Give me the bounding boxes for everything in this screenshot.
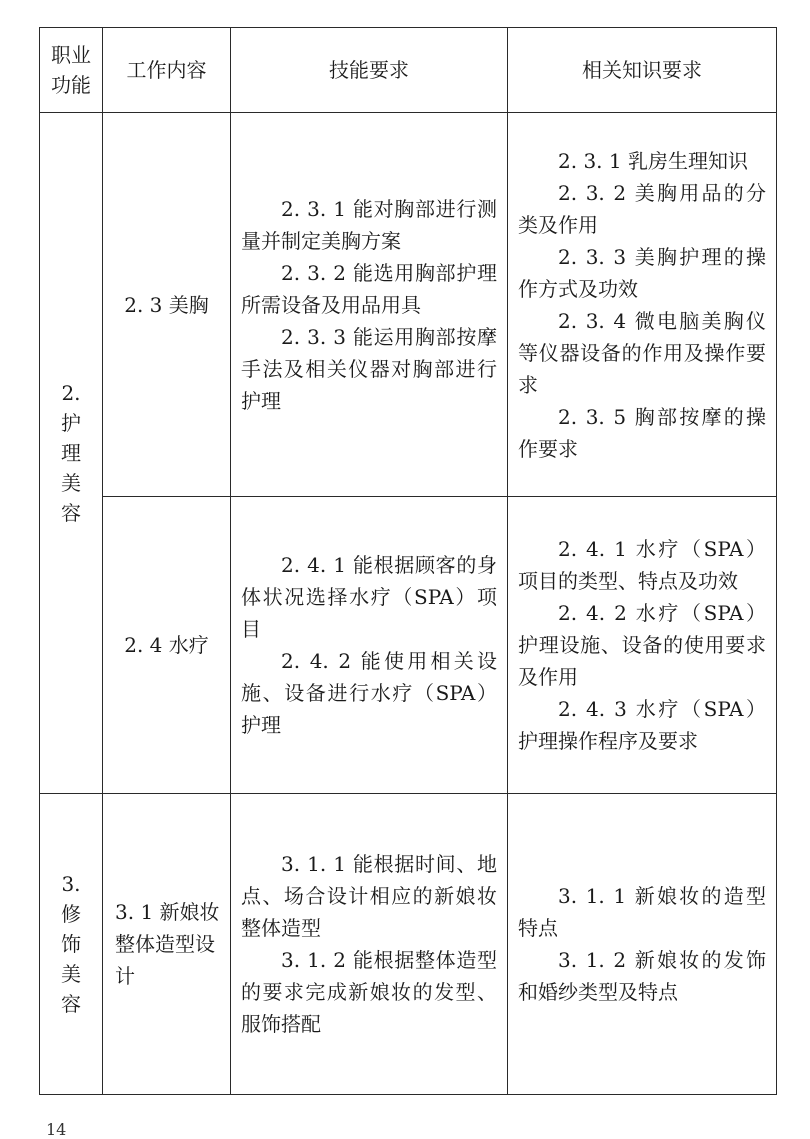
knowledge-item: 2. 3. 2 美胸用品的分类及作用 xyxy=(518,180,766,237)
knowledge-item: 2. 4. 3 水疗（SPA）护理操作程序及要求 xyxy=(518,697,766,753)
skill-item: 2. 4. 2 能使用相关设施、设备进行水疗（SPA）护理 xyxy=(241,649,497,737)
knowledge-item: 2. 3. 3 美胸护理的操作方式及功效 xyxy=(518,244,766,301)
skills-cell xyxy=(231,113,508,497)
table-header-row xyxy=(40,28,777,113)
work-content-cell: 2. 3 美胸 xyxy=(103,113,231,497)
skill-item: 2. 4. 1 能根据顾客的身体状况选择水疗（SPA）项目 xyxy=(241,553,497,641)
knowledge-cell xyxy=(508,794,777,1095)
skill-item: 2. 3. 2 能选用胸部护理所需设备及用品用具 xyxy=(241,260,497,317)
function-char: 容 xyxy=(61,992,81,1016)
function-char: 修 xyxy=(61,902,81,926)
knowledge-item: 3. 1. 1 新娘妆的造型特点 xyxy=(518,884,766,940)
header-knowledge-requirements: 相关知识要求 xyxy=(508,28,777,113)
table-row xyxy=(40,794,777,1095)
function-cell-grooming-beauty xyxy=(40,794,103,1095)
header-function-line1: 职业 xyxy=(51,43,91,67)
function-char: 理 xyxy=(61,441,81,465)
table-row xyxy=(40,113,777,497)
skill-item: 3. 1. 1 能根据时间、地点、场合设计相应的新娘妆整体造型 xyxy=(241,852,497,940)
page-number: 14 xyxy=(46,1120,67,1139)
knowledge-item: 2. 3. 4 微电脑美胸仪等仪器设备的作用及操作要求 xyxy=(518,308,766,397)
work-content-cell: 3. 1 新娘妆整体造型设计 xyxy=(103,794,231,1095)
standards-table xyxy=(39,27,777,1095)
function-char: 护 xyxy=(61,411,81,435)
knowledge-item: 2. 4. 2 水疗（SPA）护理设施、设备的使用要求及作用 xyxy=(518,601,766,689)
skill-item: 2. 3. 1 能对胸部进行测量并制定美胸方案 xyxy=(241,196,497,253)
knowledge-item: 2. 3. 1 乳房生理知识 xyxy=(558,148,748,173)
table-row xyxy=(40,497,777,794)
work-content-cell: 2. 4 水疗 xyxy=(103,497,231,794)
function-char: 容 xyxy=(61,501,81,525)
header-function-line2: 功能 xyxy=(51,73,91,97)
skills-cell xyxy=(231,497,508,794)
skill-item: 2. 3. 3 能运用胸部按摩手法及相关仪器对胸部进行护理 xyxy=(241,324,497,413)
function-char: 3. xyxy=(61,872,81,896)
knowledge-cell xyxy=(508,497,777,794)
header-work-content: 工作内容 xyxy=(103,28,231,113)
skill-item: 3. 1. 2 能根据整体造型的要求完成新娘妆的发型、服饰搭配 xyxy=(241,948,497,1036)
function-cell-nursing-beauty xyxy=(40,113,103,794)
knowledge-cell xyxy=(508,113,777,497)
function-char: 美 xyxy=(61,471,81,495)
skills-cell xyxy=(231,794,508,1095)
knowledge-item: 2. 4. 1 水疗（SPA）项目的类型、特点及功效 xyxy=(518,537,766,593)
header-function xyxy=(40,28,103,113)
knowledge-item: 2. 3. 5 胸部按摩的操作要求 xyxy=(518,404,766,461)
function-char: 饰 xyxy=(61,932,81,956)
function-char: 2. xyxy=(61,381,81,405)
header-skill-requirements: 技能要求 xyxy=(231,28,508,113)
knowledge-item: 3. 1. 2 新娘妆的发饰和婚纱类型及特点 xyxy=(518,948,766,1004)
function-char: 美 xyxy=(61,962,81,986)
